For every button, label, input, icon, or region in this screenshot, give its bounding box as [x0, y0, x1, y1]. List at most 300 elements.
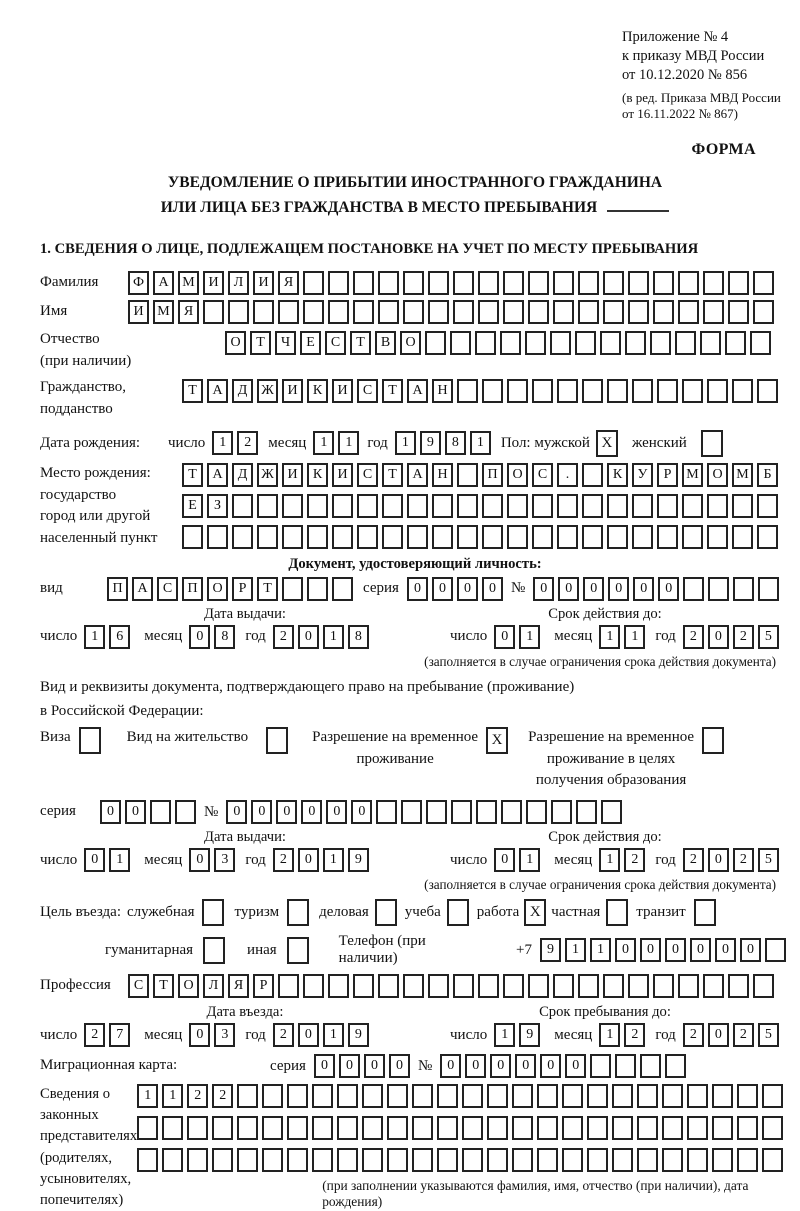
- char-cell[interactable]: [362, 1148, 383, 1172]
- char-cell[interactable]: 2: [187, 1084, 208, 1108]
- char-cell[interactable]: [657, 379, 678, 403]
- char-cell[interactable]: [512, 1084, 533, 1108]
- char-cell[interactable]: Я: [178, 300, 199, 324]
- char-cell[interactable]: [662, 1148, 683, 1172]
- char-cell[interactable]: В: [375, 331, 396, 355]
- char-cell[interactable]: 0: [100, 800, 121, 824]
- char-cell[interactable]: [562, 1148, 583, 1172]
- char-cell[interactable]: [328, 974, 349, 998]
- char-cell[interactable]: [312, 1116, 333, 1140]
- char-cell[interactable]: [551, 800, 572, 824]
- char-cell[interactable]: [353, 271, 374, 295]
- char-cell[interactable]: [403, 300, 424, 324]
- char-cell[interactable]: [628, 974, 649, 998]
- char-cell[interactable]: [401, 800, 422, 824]
- char-cell[interactable]: 2: [624, 1023, 645, 1047]
- char-cell[interactable]: 0: [690, 938, 711, 962]
- char-cell[interactable]: 0: [251, 800, 272, 824]
- char-cell[interactable]: [578, 271, 599, 295]
- char-cell[interactable]: А: [153, 271, 174, 295]
- char-cell[interactable]: И: [128, 300, 149, 324]
- char-cell[interactable]: [528, 974, 549, 998]
- char-cell[interactable]: З: [207, 494, 228, 518]
- char-cell[interactable]: [487, 1116, 508, 1140]
- char-cell[interactable]: 0: [494, 848, 515, 872]
- char-cell[interactable]: Р: [657, 463, 678, 487]
- char-cell[interactable]: [587, 1148, 608, 1172]
- char-cell[interactable]: [457, 525, 478, 549]
- char-cell[interactable]: 8: [348, 625, 369, 649]
- char-cell[interactable]: [737, 1084, 758, 1108]
- char-cell[interactable]: [232, 525, 253, 549]
- checkbox-residence-permit[interactable]: [266, 727, 288, 754]
- char-cell[interactable]: О: [207, 577, 228, 601]
- char-cell[interactable]: [628, 300, 649, 324]
- char-cell[interactable]: [462, 1116, 483, 1140]
- char-cell[interactable]: [262, 1148, 283, 1172]
- char-cell[interactable]: 0: [189, 848, 210, 872]
- char-cell[interactable]: [682, 379, 703, 403]
- char-cell[interactable]: [453, 974, 474, 998]
- char-cell[interactable]: [557, 379, 578, 403]
- char-cell[interactable]: [307, 525, 328, 549]
- char-cell[interactable]: [450, 331, 471, 355]
- char-cell[interactable]: [426, 800, 447, 824]
- char-cell[interactable]: [182, 525, 203, 549]
- char-cell[interactable]: С: [157, 577, 178, 601]
- char-cell[interactable]: [257, 494, 278, 518]
- char-cell[interactable]: [387, 1148, 408, 1172]
- char-cell[interactable]: [337, 1116, 358, 1140]
- char-cell[interactable]: [575, 331, 596, 355]
- char-cell[interactable]: [750, 331, 771, 355]
- char-cell[interactable]: [612, 1116, 633, 1140]
- char-cell[interactable]: [262, 1084, 283, 1108]
- char-cell[interactable]: [708, 577, 729, 601]
- char-cell[interactable]: [728, 974, 749, 998]
- char-cell[interactable]: [262, 1116, 283, 1140]
- char-cell[interactable]: 0: [558, 577, 579, 601]
- char-cell[interactable]: [607, 379, 628, 403]
- char-cell[interactable]: М: [153, 300, 174, 324]
- char-cell[interactable]: А: [407, 379, 428, 403]
- char-cell[interactable]: [590, 1054, 611, 1078]
- char-cell[interactable]: Т: [153, 974, 174, 998]
- char-cell[interactable]: [462, 1148, 483, 1172]
- char-cell[interactable]: [553, 271, 574, 295]
- char-cell[interactable]: М: [682, 463, 703, 487]
- char-cell[interactable]: 9: [348, 1023, 369, 1047]
- char-cell[interactable]: [657, 494, 678, 518]
- char-cell[interactable]: К: [307, 379, 328, 403]
- char-cell[interactable]: 9: [348, 848, 369, 872]
- char-cell[interactable]: 0: [465, 1054, 486, 1078]
- char-cell[interactable]: [237, 1084, 258, 1108]
- char-cell[interactable]: [212, 1148, 233, 1172]
- char-cell[interactable]: 0: [457, 577, 478, 601]
- char-cell[interactable]: [537, 1084, 558, 1108]
- char-cell[interactable]: Ф: [128, 271, 149, 295]
- char-cell[interactable]: Т: [350, 331, 371, 355]
- char-cell[interactable]: [207, 525, 228, 549]
- char-cell[interactable]: И: [332, 463, 353, 487]
- char-cell[interactable]: [232, 494, 253, 518]
- char-cell[interactable]: К: [607, 463, 628, 487]
- char-cell[interactable]: [378, 974, 399, 998]
- char-cell[interactable]: 8: [214, 625, 235, 649]
- char-cell[interactable]: 0: [708, 625, 729, 649]
- char-cell[interactable]: И: [282, 463, 303, 487]
- char-cell[interactable]: 0: [301, 800, 322, 824]
- char-cell[interactable]: [257, 525, 278, 549]
- char-cell[interactable]: [728, 271, 749, 295]
- char-cell[interactable]: [732, 525, 753, 549]
- char-cell[interactable]: [287, 1084, 308, 1108]
- char-cell[interactable]: [357, 494, 378, 518]
- char-cell[interactable]: [625, 331, 646, 355]
- char-cell[interactable]: 0: [125, 800, 146, 824]
- char-cell[interactable]: 1: [519, 848, 540, 872]
- char-cell[interactable]: 0: [740, 938, 761, 962]
- char-cell[interactable]: С: [357, 379, 378, 403]
- char-cell[interactable]: [732, 494, 753, 518]
- char-cell[interactable]: 3: [214, 848, 235, 872]
- char-cell[interactable]: 3: [214, 1023, 235, 1047]
- char-cell[interactable]: [632, 379, 653, 403]
- char-cell[interactable]: [662, 1116, 683, 1140]
- char-cell[interactable]: [312, 1084, 333, 1108]
- char-cell[interactable]: 0: [226, 800, 247, 824]
- char-cell[interactable]: 8: [445, 431, 466, 455]
- char-cell[interactable]: О: [507, 463, 528, 487]
- char-cell[interactable]: .: [557, 463, 578, 487]
- char-cell[interactable]: [328, 271, 349, 295]
- char-cell[interactable]: [607, 494, 628, 518]
- char-cell[interactable]: 2: [683, 1023, 704, 1047]
- char-cell[interactable]: [332, 494, 353, 518]
- char-cell[interactable]: [357, 525, 378, 549]
- char-cell[interactable]: [482, 494, 503, 518]
- checkbox-purpose-study[interactable]: [447, 899, 469, 926]
- char-cell[interactable]: [278, 300, 299, 324]
- char-cell[interactable]: [487, 1148, 508, 1172]
- char-cell[interactable]: [582, 463, 603, 487]
- char-cell[interactable]: 0: [583, 577, 604, 601]
- char-cell[interactable]: 1: [624, 625, 645, 649]
- char-cell[interactable]: [407, 525, 428, 549]
- char-cell[interactable]: [512, 1116, 533, 1140]
- char-cell[interactable]: [507, 525, 528, 549]
- char-cell[interactable]: [725, 331, 746, 355]
- char-cell[interactable]: М: [178, 271, 199, 295]
- char-cell[interactable]: [187, 1148, 208, 1172]
- char-cell[interactable]: [482, 525, 503, 549]
- char-cell[interactable]: 0: [298, 848, 319, 872]
- char-cell[interactable]: [683, 577, 704, 601]
- char-cell[interactable]: [657, 525, 678, 549]
- checkbox-temp-residence[interactable]: X: [486, 727, 508, 754]
- char-cell[interactable]: [237, 1116, 258, 1140]
- char-cell[interactable]: [687, 1148, 708, 1172]
- char-cell[interactable]: [378, 271, 399, 295]
- char-cell[interactable]: [640, 1054, 661, 1078]
- char-cell[interactable]: 0: [326, 800, 347, 824]
- char-cell[interactable]: [282, 494, 303, 518]
- char-cell[interactable]: [507, 379, 528, 403]
- char-cell[interactable]: [637, 1148, 658, 1172]
- char-cell[interactable]: [687, 1116, 708, 1140]
- char-cell[interactable]: Я: [278, 271, 299, 295]
- char-cell[interactable]: 0: [708, 848, 729, 872]
- char-cell[interactable]: [537, 1148, 558, 1172]
- checkbox-purpose-transit[interactable]: [694, 899, 716, 926]
- char-cell[interactable]: 5: [758, 1023, 779, 1047]
- char-cell[interactable]: 1: [565, 938, 586, 962]
- char-cell[interactable]: [712, 1084, 733, 1108]
- char-cell[interactable]: [703, 974, 724, 998]
- char-cell[interactable]: И: [282, 379, 303, 403]
- checkbox-purpose-official[interactable]: [202, 899, 224, 926]
- char-cell[interactable]: [482, 379, 503, 403]
- char-cell[interactable]: [382, 494, 403, 518]
- char-cell[interactable]: Е: [182, 494, 203, 518]
- char-cell[interactable]: Н: [432, 379, 453, 403]
- char-cell[interactable]: Р: [253, 974, 274, 998]
- char-cell[interactable]: [175, 800, 196, 824]
- char-cell[interactable]: [637, 1116, 658, 1140]
- char-cell[interactable]: [532, 525, 553, 549]
- char-cell[interactable]: [503, 271, 524, 295]
- char-cell[interactable]: Ч: [275, 331, 296, 355]
- char-cell[interactable]: [282, 577, 303, 601]
- char-cell[interactable]: У: [632, 463, 653, 487]
- char-cell[interactable]: [737, 1148, 758, 1172]
- char-cell[interactable]: 0: [658, 577, 679, 601]
- checkbox-visa[interactable]: [79, 727, 101, 754]
- char-cell[interactable]: 1: [323, 625, 344, 649]
- char-cell[interactable]: [562, 1116, 583, 1140]
- char-cell[interactable]: [425, 331, 446, 355]
- char-cell[interactable]: 0: [84, 848, 105, 872]
- char-cell[interactable]: 1: [338, 431, 359, 455]
- char-cell[interactable]: 0: [276, 800, 297, 824]
- char-cell[interactable]: С: [128, 974, 149, 998]
- char-cell[interactable]: [528, 271, 549, 295]
- char-cell[interactable]: 0: [364, 1054, 385, 1078]
- char-cell[interactable]: [757, 379, 778, 403]
- char-cell[interactable]: [582, 525, 603, 549]
- char-cell[interactable]: 1: [599, 1023, 620, 1047]
- char-cell[interactable]: 0: [540, 1054, 561, 1078]
- char-cell[interactable]: [503, 300, 524, 324]
- char-cell[interactable]: [678, 271, 699, 295]
- char-cell[interactable]: [337, 1084, 358, 1108]
- char-cell[interactable]: [428, 271, 449, 295]
- char-cell[interactable]: [678, 300, 699, 324]
- char-cell[interactable]: 0: [515, 1054, 536, 1078]
- char-cell[interactable]: О: [707, 463, 728, 487]
- char-cell[interactable]: [765, 938, 786, 962]
- char-cell[interactable]: С: [325, 331, 346, 355]
- char-cell[interactable]: 7: [109, 1023, 130, 1047]
- char-cell[interactable]: [512, 1148, 533, 1172]
- char-cell[interactable]: [403, 974, 424, 998]
- char-cell[interactable]: 0: [189, 1023, 210, 1047]
- char-cell[interactable]: [337, 1148, 358, 1172]
- char-cell[interactable]: [475, 331, 496, 355]
- checkbox-temp-residence-education[interactable]: [702, 727, 724, 754]
- checkbox-purpose-business[interactable]: [375, 899, 397, 926]
- char-cell[interactable]: А: [207, 463, 228, 487]
- char-cell[interactable]: [762, 1084, 783, 1108]
- char-cell[interactable]: 0: [339, 1054, 360, 1078]
- char-cell[interactable]: Т: [257, 577, 278, 601]
- char-cell[interactable]: [707, 379, 728, 403]
- char-cell[interactable]: Е: [300, 331, 321, 355]
- char-cell[interactable]: 2: [212, 1084, 233, 1108]
- char-cell[interactable]: И: [253, 271, 274, 295]
- char-cell[interactable]: [528, 300, 549, 324]
- char-cell[interactable]: 1: [313, 431, 334, 455]
- char-cell[interactable]: [407, 494, 428, 518]
- char-cell[interactable]: [437, 1116, 458, 1140]
- char-cell[interactable]: [582, 494, 603, 518]
- char-cell[interactable]: И: [203, 271, 224, 295]
- checkbox-purpose-humanitarian[interactable]: [203, 937, 225, 964]
- char-cell[interactable]: Т: [382, 379, 403, 403]
- char-cell[interactable]: [650, 331, 671, 355]
- char-cell[interactable]: 0: [314, 1054, 335, 1078]
- char-cell[interactable]: [733, 577, 754, 601]
- char-cell[interactable]: 2: [683, 848, 704, 872]
- char-cell[interactable]: [378, 300, 399, 324]
- char-cell[interactable]: 2: [237, 431, 258, 455]
- char-cell[interactable]: [332, 525, 353, 549]
- char-cell[interactable]: [712, 1116, 733, 1140]
- char-cell[interactable]: [428, 300, 449, 324]
- char-cell[interactable]: [653, 271, 674, 295]
- char-cell[interactable]: [607, 525, 628, 549]
- char-cell[interactable]: 1: [212, 431, 233, 455]
- char-cell[interactable]: 0: [608, 577, 629, 601]
- char-cell[interactable]: [478, 974, 499, 998]
- char-cell[interactable]: [428, 974, 449, 998]
- char-cell[interactable]: [550, 331, 571, 355]
- char-cell[interactable]: [712, 1148, 733, 1172]
- char-cell[interactable]: [753, 271, 774, 295]
- char-cell[interactable]: [203, 300, 224, 324]
- char-cell[interactable]: 1: [395, 431, 416, 455]
- char-cell[interactable]: [632, 525, 653, 549]
- char-cell[interactable]: [162, 1116, 183, 1140]
- char-cell[interactable]: [387, 1084, 408, 1108]
- char-cell[interactable]: [412, 1084, 433, 1108]
- char-cell[interactable]: 1: [494, 1023, 515, 1047]
- char-cell[interactable]: 1: [519, 625, 540, 649]
- char-cell[interactable]: [403, 271, 424, 295]
- checkbox-male[interactable]: X: [596, 430, 618, 457]
- char-cell[interactable]: [453, 271, 474, 295]
- char-cell[interactable]: [328, 300, 349, 324]
- char-cell[interactable]: [562, 1084, 583, 1108]
- char-cell[interactable]: [615, 1054, 636, 1078]
- char-cell[interactable]: [462, 1084, 483, 1108]
- char-cell[interactable]: [457, 463, 478, 487]
- char-cell[interactable]: [137, 1116, 158, 1140]
- char-cell[interactable]: 0: [389, 1054, 410, 1078]
- char-cell[interactable]: Ж: [257, 463, 278, 487]
- char-cell[interactable]: 0: [494, 625, 515, 649]
- char-cell[interactable]: 0: [565, 1054, 586, 1078]
- char-cell[interactable]: [600, 331, 621, 355]
- char-cell[interactable]: 1: [162, 1084, 183, 1108]
- char-cell[interactable]: П: [107, 577, 128, 601]
- char-cell[interactable]: 0: [298, 1023, 319, 1047]
- checkbox-purpose-private[interactable]: [606, 899, 628, 926]
- char-cell[interactable]: О: [178, 974, 199, 998]
- char-cell[interactable]: [478, 300, 499, 324]
- char-cell[interactable]: 1: [137, 1084, 158, 1108]
- char-cell[interactable]: А: [207, 379, 228, 403]
- char-cell[interactable]: 2: [733, 848, 754, 872]
- char-cell[interactable]: [432, 494, 453, 518]
- char-cell[interactable]: [532, 494, 553, 518]
- char-cell[interactable]: [553, 300, 574, 324]
- char-cell[interactable]: А: [132, 577, 153, 601]
- char-cell[interactable]: [507, 494, 528, 518]
- char-cell[interactable]: Д: [232, 463, 253, 487]
- char-cell[interactable]: 0: [407, 577, 428, 601]
- char-cell[interactable]: [287, 1116, 308, 1140]
- char-cell[interactable]: [303, 974, 324, 998]
- char-cell[interactable]: [451, 800, 472, 824]
- char-cell[interactable]: [162, 1148, 183, 1172]
- char-cell[interactable]: [553, 974, 574, 998]
- char-cell[interactable]: [682, 494, 703, 518]
- char-cell[interactable]: [687, 1084, 708, 1108]
- char-cell[interactable]: 1: [470, 431, 491, 455]
- char-cell[interactable]: [187, 1116, 208, 1140]
- char-cell[interactable]: [678, 974, 699, 998]
- char-cell[interactable]: 1: [323, 848, 344, 872]
- char-cell[interactable]: 9: [519, 1023, 540, 1047]
- char-cell[interactable]: 2: [683, 625, 704, 649]
- char-cell[interactable]: [307, 494, 328, 518]
- char-cell[interactable]: [137, 1148, 158, 1172]
- char-cell[interactable]: 1: [323, 1023, 344, 1047]
- char-cell[interactable]: 2: [84, 1023, 105, 1047]
- char-cell[interactable]: [150, 800, 171, 824]
- char-cell[interactable]: 0: [298, 625, 319, 649]
- char-cell[interactable]: [501, 800, 522, 824]
- char-cell[interactable]: [332, 577, 353, 601]
- char-cell[interactable]: Т: [250, 331, 271, 355]
- char-cell[interactable]: [707, 494, 728, 518]
- char-cell[interactable]: [587, 1116, 608, 1140]
- char-cell[interactable]: [437, 1148, 458, 1172]
- char-cell[interactable]: [412, 1148, 433, 1172]
- char-cell[interactable]: 0: [351, 800, 372, 824]
- char-cell[interactable]: 0: [189, 625, 210, 649]
- char-cell[interactable]: [312, 1148, 333, 1172]
- char-cell[interactable]: [453, 300, 474, 324]
- checkbox-purpose-work[interactable]: X: [524, 899, 546, 926]
- char-cell[interactable]: 0: [440, 1054, 461, 1078]
- char-cell[interactable]: [476, 800, 497, 824]
- char-cell[interactable]: [503, 974, 524, 998]
- char-cell[interactable]: [303, 300, 324, 324]
- char-cell[interactable]: [212, 1116, 233, 1140]
